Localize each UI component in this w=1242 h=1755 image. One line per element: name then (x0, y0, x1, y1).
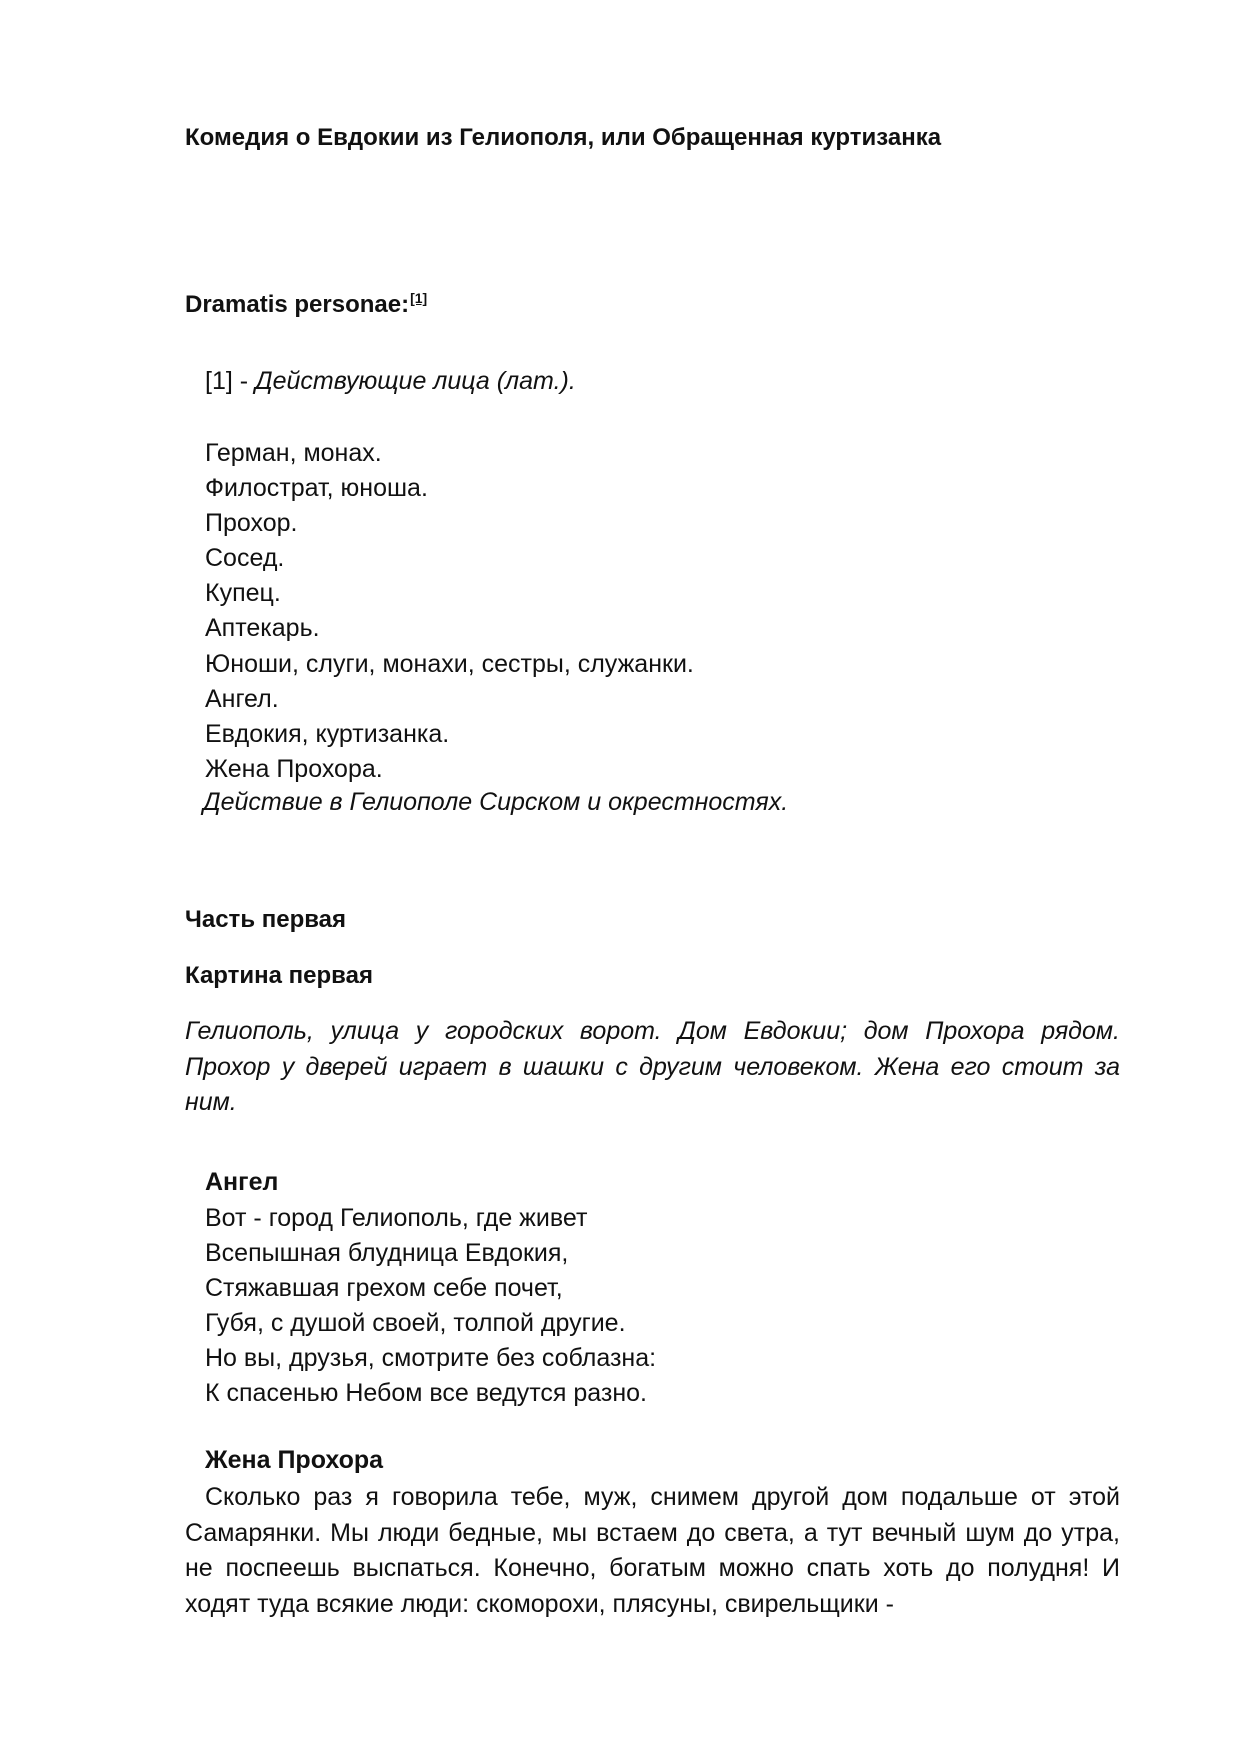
character-item: Купец. (205, 579, 281, 608)
document-title: Комедия о Евдокии из Гелиополя, или Обращенная куртизанка (185, 124, 942, 151)
footnote-reference-link[interactable]: [1] (410, 290, 428, 306)
character-item: Аптекарь. (205, 614, 320, 643)
stage-direction: Гелиополь, улица у городских ворот. Дом Евдокии; дом Прохора рядом. Прохор у дверей играет в шашки с другим человеком. Жена его стоит за ним. (185, 1017, 1120, 1116)
scene-heading: Картина первая (185, 962, 373, 989)
character-item: Юноши, слуги, монахи, сестры, служанки. (205, 649, 694, 678)
character-item: Герман, монах. (205, 439, 382, 467)
character-item: Евдокия, куртизанка. (205, 719, 450, 748)
dramatis-personae-label: Dramatis personae: (185, 291, 410, 318)
footnote-1 (205, 367, 576, 396)
character-item: Прохор. (205, 509, 298, 538)
character-item: Ангел. (205, 684, 279, 713)
character-list (205, 436, 694, 787)
setting-note: Действие в Гелиополе Сирском и окрестностях. (203, 788, 789, 816)
character-item: Филострат, юноша. (205, 474, 428, 503)
verse-line: Но вы, друзья, смотрите без соблазна: (205, 1344, 657, 1373)
footnote-marker: [1] (205, 367, 233, 395)
verse-speech (205, 1201, 656, 1412)
verse-line: Вот - город Гелиополь, где живет (205, 1204, 588, 1232)
prose-speech: Сколько раз я говорила тебе, муж, снимем другой дом подальше от этой Самарянки. Мы люди бедные, мы встаем до света, а тут вечный шум до утра, не поспеешь выспаться. Конечно, богатым можно спать хоть до полудня! И ходят туда всякие люди: скоморохи, плясуны, свирельщики - (185, 1483, 1120, 1618)
speaker-name: Жена Прохора (205, 1446, 384, 1474)
speaker-name: Ангел (205, 1168, 279, 1196)
verse-line: Губя, с душой своей, толпой другие. (205, 1309, 626, 1338)
character-item: Жена Прохора. (205, 754, 383, 783)
character-item: Сосед. (205, 544, 285, 573)
footnote-text: Действующие лица (лат.). (255, 367, 576, 395)
dramatis-personae-heading (185, 290, 427, 319)
verse-line: Стяжавшая грехом себе почет, (205, 1274, 563, 1303)
verse-line: Всепышная блудница Евдокия, (205, 1239, 569, 1268)
verse-line: К спасенью Небом все ведутся разно. (205, 1379, 648, 1408)
footnote-separator: - (232, 367, 256, 395)
part-heading: Часть первая (185, 906, 347, 933)
